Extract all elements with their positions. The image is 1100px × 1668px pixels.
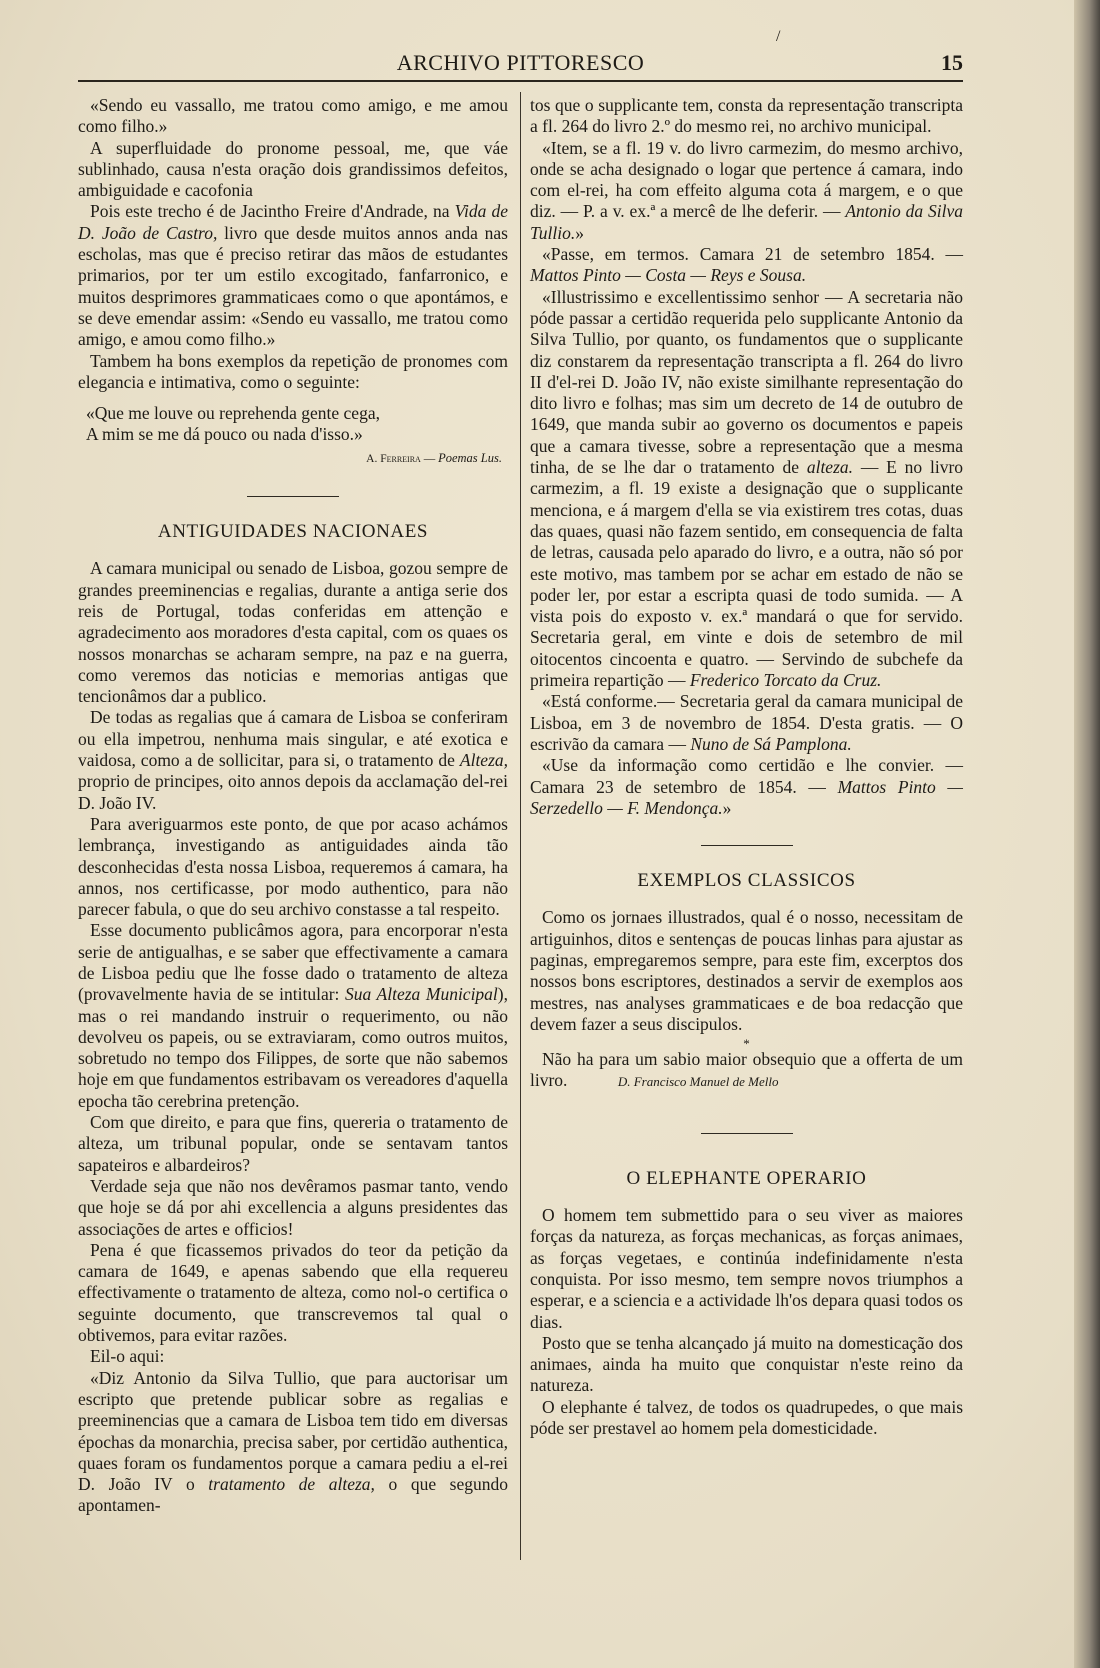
paragraph: De todas as regalias que á camara de Lisboa se conferiram ou ella impetrou, nenhuma mais singular, e até exotica e vaidosa, como a de sollicitar, para si, o tratamento de Alteza, proprio de principes, oito annos depois da acclamação del-rei D. João IV. [78,707,509,813]
paragraph: Pena é que ficassemos privados do teor da petição da camara de 1649, e apenas sabendo que ella requereu effectivamente o tratamento de alteza, como nol-o certifica o seguinte documento, que transcrevemos tal qual o obtivemos, para evitar razões. [78,1239,508,1346]
section-divider [701,1133,793,1134]
asterisk-separator: * [743,1036,750,1052]
paragraph: tos que o supplicante tem, consta da representação transcripta a fl. 264 do livro 2.º do mesmo rei, no archivo municipal. [530,95,963,137]
column-divider [520,92,521,1560]
verse-line: «Que me louve ou reprehenda gente cega, [86,403,380,424]
section-heading: ANTIGUIDADES NACIONAES [157,521,429,543]
page-number: 15 [941,50,963,75]
running-title: ARCHIVO PITTORESCO [396,50,645,75]
stray-mark: / [776,28,781,45]
paragraph: «Item, se a fl. 19 v. do livro carmezim, do mesmo archivo, onde se acha designado o logar que pertence á camara, indo com el-rei, ha com effeito alguma cota á margem, e o que diz. — P. a v. ex.ª a mercê de lhe deferir. — Antonio da Silva Tullio.» [530,137,963,243]
section-divider [247,496,339,497]
paragraph: Posto que se tenha alcançado já muito na domesticação dos animaes, ainda ha muito que conquistar n'este reino da natureza. [530,1332,963,1396]
paragraph: Pois este trecho é de Jacintho Freire d'Andrade, na Vida de D. João de Castro, livro que desde muitos annos anda nas escholas, mas que é preciso retirar das mãos de estudantes primarios, por ter um estilo excogitado, fanfarronico, e muitos desprimores grammaticaes como o que apontámos, e se deve emendar assim: «Sendo eu vassallo, me tratou como amigo, e amou como filho.» [78,201,508,350]
paragraph: «Passe, em termos. Camara 21 de setembro 1854. — Mattos Pinto — Costa — Reys e Sousa. [530,244,963,286]
paragraph: Como os jornaes illustrados, qual é o nosso, necessitam de artiguinhos, ditos e sentenças de poucas linhas para ajustar as paginas, empregaremos sempre, para este fim, excerptos dos nossos bons escriptores, destinados a servir de exemplos aos mestres, nas analyses grammaticaes e de boa redacção que devem fazer a seus discipulos. [530,907,963,1034]
paragraph: Verdade seja que não nos devêramos pasmar tanto, vendo que hoje se dá por ahi excellencia a alguns presidentes das associações de artes e officios! [78,1175,508,1239]
verse-line: A mim se me dá pouco ou nada d'isso.» [86,424,363,445]
paragraph: A camara municipal ou senado de Lisboa, gozou sempre de grandes preeminencias e regalias, durante a antiga serie dos reis de Portugal, todas conferidas em attenção e agradecimento aos moradores d'esta capital, com os quaes os nossos monarchas se acharam sempre, na paz e na guerra, como veremos das noticias e memorias antigas que tencionâmos dar a publico. [78,558,508,707]
paragraph: Tambem ha bons exemplos da repetição de pronomes com elegancia e intimativa, como o seguinte: [78,350,508,392]
section-heading: EXEMPLOS CLASSICOS [637,870,856,892]
paragraph: «Está conforme.— Secretaria geral da camara municipal de Lisboa, em 3 de novembro de 1854. D'esta gratis. — O escrivão da camara — Nuno de Sá Pamplona. [530,691,963,754]
right-column [530,95,963,1439]
verse-quote [86,403,508,446]
paragraph: Eil-o aqui: [90,1346,165,1367]
paragraph: «Diz Antonio da Silva Tullio, que para auctorisar um escripto que pretende publicar sobre as regalias e preeminencias que a camara de Lisboa tem tido em diversas épochas da monarchia, precisa saber, por certidão authentica, quaes foram os fundamentos porque a camara pediu a el-rei D. João IV o tratamento de alteza, o que segundo apontamen- [78,1367,509,1516]
paragraph: A superfluidade do pronome pessoal, me, que váe sublinhado, causa n'esta oração dois grandissimos defeitos, ambiguidade e cacofonia [78,137,508,201]
paragraph: O homem tem submettido para o seu viver as maiores forças da natureza, as forças mechanicas, as forças animaes, as forças vegetaes, e continúa indefinidamente n'esta conquista. Por isso mesmo, tem sempre novos triumphos a esperar, e a sciencia e a actividade lh'os depara quasi todos os dias. [530,1205,963,1332]
paragraph: Não ha para um sabio maior obsequio que a offerta de um livro. D. Francisco Manuel de Mello [530,1049,963,1091]
paragraph: «Illustrissimo e excellentissimo senhor — A secretaria não póde passar a certidão requerida pelo supplicante Antonio da Silva Tullio, por quanto, os fundamentos que o supplicante diz constarem da representação transcripta a fl. 264 do livro II d'el-rei D. João IV, não existe similhante representação do dito livro e folhas; mas sim um decreto de 14 de outubro de 1649, que manda subir ao governo os documentos e papeis que a camara tivesse, sobre a representação que a mesma tinha, de se lhe dar o tratamento de alteza. — E no livro carmezim, a fl. 19 existe a designação que o supplicante menciona, e á margem d'ella se via existirem tres cotas, duas das quaes, quasi não fazem sentido, em consequencia de falta de letras, causada pelo aparado do livro, e a outra, não só por este motivo, mas tambem por se achar em estado de não se poder ler, por estar a escripta quasi de todo sumida. — A vista pois do exposto v. ex.ª mandará o que for servido. Secretaria geral, em vinte e dois de setembro de mil oitocentos cincoenta e quatro. — Servindo de subchefe da primeira repartição — Frederico Torcato da Cruz. [530,286,964,691]
verse-attribution: A. Ferreira — Poemas Lus. [366,450,502,465]
left-column [78,95,508,1517]
paragraph: Esse documento publicâmos agora, para encorporar n'esta serie de antigualhas, e se saber que effectivamente a camara de Lisboa pediu que lhe fosse dado o tratamento de alteza (provavelmente havia de se intitular: Sua Alteza Municipal), mas o rei mandando instruir o requerimento, ou não devolveu os papeis, ou se extraviaram, como outros muitos, sobretudo no tempo dos Filippes, de sorte que não sabemos hoje em que fundamentos estribavam os vereadores d'aquella epocha tão cerebrina pretenção. [78,920,508,1111]
paragraph: «Sendo eu vassallo, me tratou como amigo, e me amou como filho.» [78,95,508,137]
quote-signature: D. Francisco Manuel de Mello [617,1074,779,1090]
paragraph: «Use da informação como certidão e lhe convier. — Camara 23 de setembro de 1854. — Mattos Pinto — Serzedello — F. Mendonça.» [530,755,963,818]
paragraph: O elephante é talvez, de todos os quadrupedes, o que mais póde ser prestavel ao homem pela domesticidade. [530,1396,963,1439]
paragraph: Com que direito, e para que fins, quereria o tratamento de alteza, um tribunal popular, onde se sentavam tantos sapateiros e albardeiros? [78,1112,508,1175]
page-edge [1074,0,1100,1668]
paragraph: Para averiguarmos este ponto, de que por acaso achámos lembrança, investigando as antiguidades ainda tão desconhecidas d'esta nossa Lisboa, requeremos á camara, ha annos, nos certificasse, por modo authentico, para não parecer fabula, o que do seu archivo constasse a tal respeito. [78,813,508,920]
page-header [78,50,963,82]
section-divider [701,845,793,846]
section-heading: O ELEPHANTE OPERARIO [626,1167,867,1189]
